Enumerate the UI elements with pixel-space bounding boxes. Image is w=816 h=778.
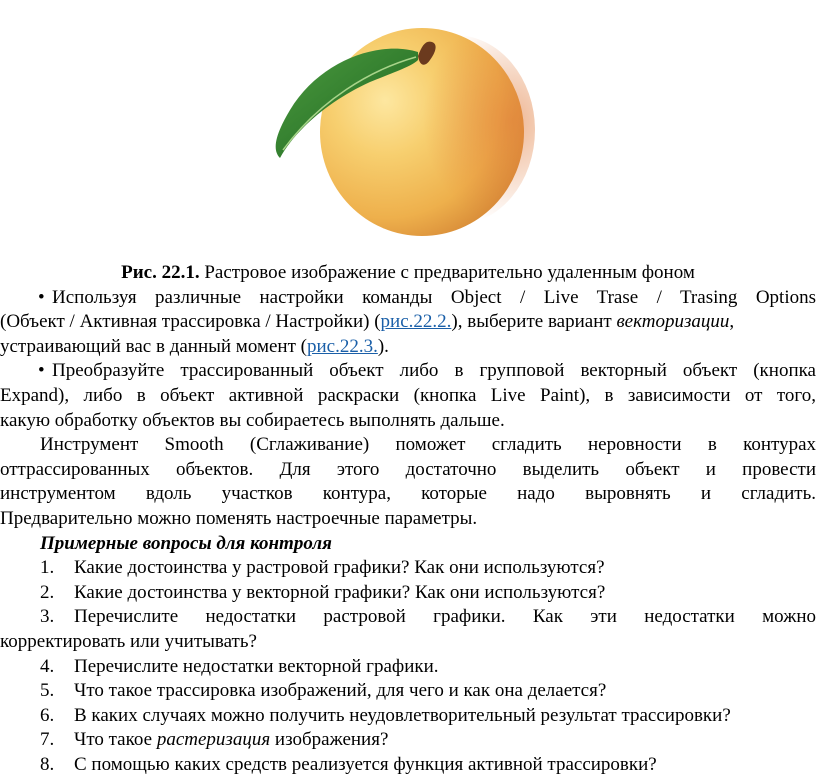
bullet-icon: •	[38, 286, 45, 308]
bullet-icon: •	[38, 360, 45, 382]
caption-label: Рис. 22.1.	[121, 262, 200, 283]
peach-image	[250, 0, 550, 245]
list-item: 8. С помощью каких средств реализуется функция активной трассировки?	[40, 753, 657, 775]
bullet-item: • Преобразуйте трассированный объект либо в групповой векторный объект (кнопка Expand), либо в объект активной раскраски (кнопка Live Paint), в зависимости от того, какую обработку объектов вы собираетесь выполнять дальше.	[0, 360, 816, 431]
list-item: 4. Перечислите недостатки векторной графики.	[40, 655, 439, 677]
list-item: 7. Что такое растеризация изображения?	[40, 729, 389, 751]
body-paragraph: Инструмент Smooth (Сглаживание) поможет сгладить неровности в контурах оттрассированных объектов. Для этого достаточно выделить объект и провести инструментом вдоль участков контура, которые надо выровнять и сгладить. Предварительно можно поменять настроечные параметры.	[0, 434, 816, 529]
list-item: 5. Что такое трассировка изображений, для чего и как она делается?	[40, 680, 607, 702]
questions-heading: Примерные вопросы для контроля	[40, 532, 332, 554]
caption-text: Растровое изображение с предварительно удаленным фоном	[199, 262, 695, 283]
link-fig-22-2[interactable]: рис.22.2.	[380, 311, 452, 333]
link-fig-22-3[interactable]: рис.22.3.	[306, 335, 378, 357]
questions-list	[0, 556, 816, 777]
list-item: 3. Перечислите недостатки растровой графики. Как эти недостатки можно корректировать или учитывать?	[0, 606, 816, 652]
list-item: 2. Какие достоинства у векторной графики? Как они используются?	[40, 581, 606, 603]
bullet-item: • Используя различные настройки команды Object / Live Trase / Trasing Options (Объект / Активная трассировка / Настройки) (рис.22.2.), выберите вариант векторизации, устраивающий вас в данный момент (рис.22.3.).	[0, 286, 816, 357]
document-text	[0, 261, 816, 777]
list-item: 1. Какие достоинства у растровой графики? Как они используются?	[40, 557, 605, 579]
figure-caption	[0, 261, 816, 286]
list-item: 6. В каких случаях можно получить неудовлетворительный результат трассировки?	[40, 704, 731, 726]
